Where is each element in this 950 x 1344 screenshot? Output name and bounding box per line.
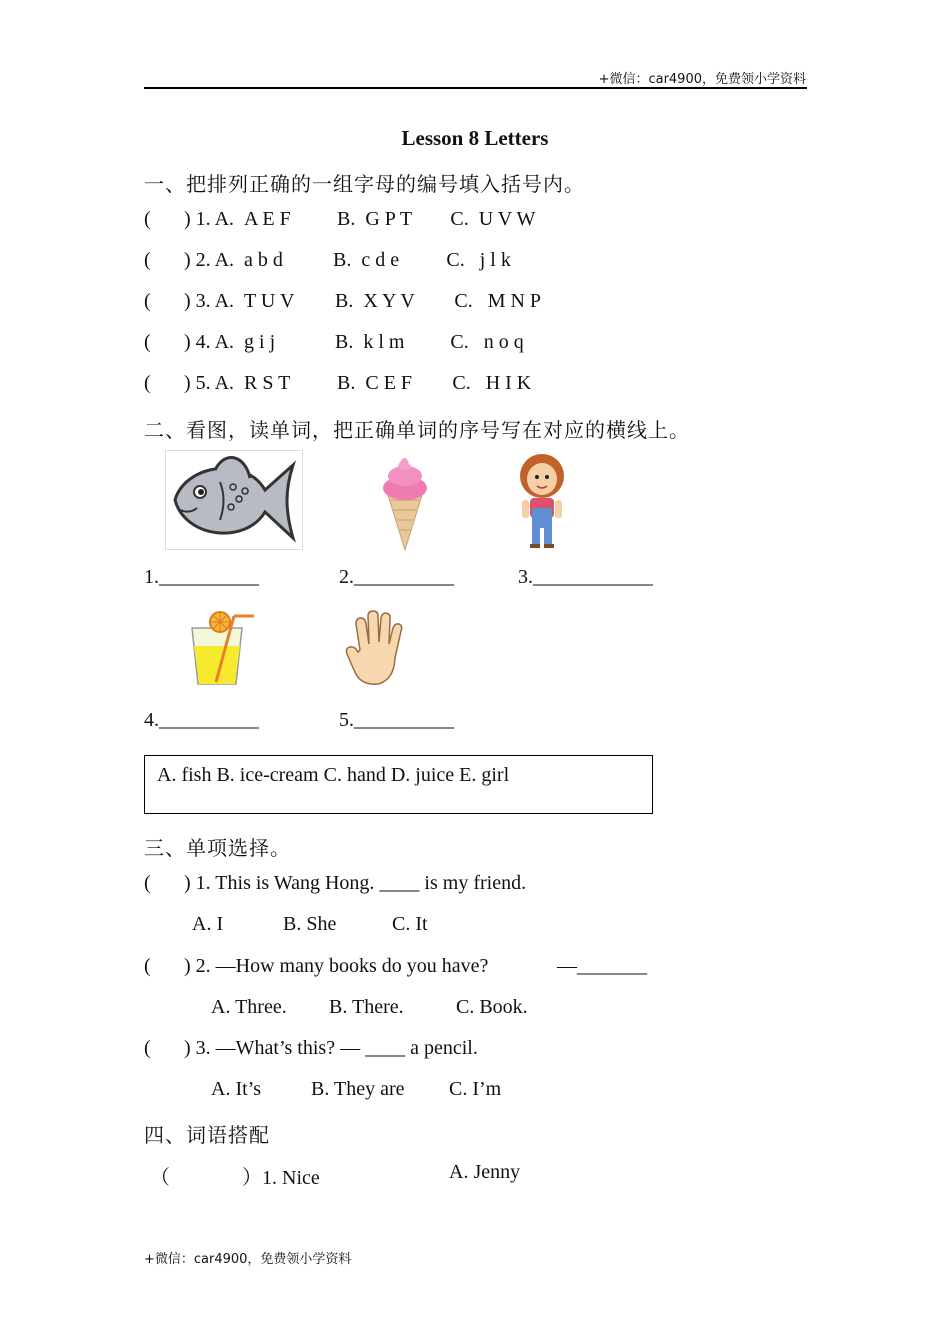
s3-question-3: ( ) 3. —What’s this? — ____ a pencil. <box>144 1037 478 1059</box>
girl-picture <box>512 452 572 550</box>
answer-paren[interactable]: ( <box>144 372 151 394</box>
option-b: C E F <box>365 372 413 394</box>
option-c: U V W <box>478 208 536 230</box>
option-b: k l m <box>363 331 405 353</box>
answer-paren[interactable]: ( <box>144 290 151 312</box>
s4-match-a: A. Jenny <box>449 1161 521 1183</box>
option-a: g i j <box>244 331 276 353</box>
s3-q2-options <box>211 996 528 1019</box>
blank-3[interactable]: 3.____________ <box>518 566 653 588</box>
option-b: B. They are <box>311 1078 405 1100</box>
option-a: a b d <box>244 249 283 271</box>
option-a: A. It’s <box>211 1078 261 1100</box>
option-c: C. It <box>392 913 428 935</box>
option-a: R S T <box>244 372 291 394</box>
word-box <box>144 755 653 814</box>
option-c: M N P <box>487 290 542 312</box>
option-b: B. She <box>283 913 337 935</box>
answer-paren[interactable]: ( <box>144 331 151 353</box>
hand-picture <box>344 610 410 688</box>
option-c: n o q <box>483 331 524 353</box>
blank-1[interactable]: 1.__________ <box>144 566 259 588</box>
option-a: A. Three. <box>211 996 287 1018</box>
lesson-title: Lesson 8 Letters <box>401 126 549 150</box>
option-c: j l k <box>479 249 511 271</box>
s3-q1-options <box>192 913 428 936</box>
option-c: C. Book. <box>456 996 528 1018</box>
s1-item-5: ( ) 5. A. R S T B. C E F C. H I K <box>144 372 532 394</box>
s4-row-1: （ ）1. Nice <box>150 1161 320 1190</box>
section1-heading: 一、把排列正确的一组字母的编号填入括号内。 <box>144 172 585 196</box>
section4-heading: 四、词语搭配 <box>144 1123 270 1147</box>
answer-paren[interactable]: ( <box>144 872 151 894</box>
option-c: C. I’m <box>449 1078 502 1100</box>
option-c: H I K <box>485 372 532 394</box>
answer-paren[interactable]: ( <box>144 249 151 271</box>
answer-paren[interactable]: ( <box>144 955 151 977</box>
fish-picture <box>165 450 303 550</box>
s3-question-1: ( ) 1. This is Wang Hong. ____ is my friend. <box>144 872 527 894</box>
answer-paren[interactable]: ( <box>144 208 151 230</box>
s1-item-4: ( ) 4. A. g i j B. k l m C. n o q <box>144 331 524 353</box>
option-b: X Y V <box>363 290 415 312</box>
answer-paren[interactable]: ( <box>144 1037 151 1059</box>
ice-cream-picture <box>375 452 435 552</box>
answer-paren[interactable]: （ <box>150 1167 170 1189</box>
word-box-text: A. fish B. ice-cream C. hand D. juice E. girl <box>157 764 510 786</box>
option-b: B. There. <box>329 996 404 1018</box>
s3-q3-options <box>211 1078 501 1101</box>
section2-heading: 二、看图，读单词，把正确单词的序号写在对应的横线上。 <box>144 418 690 442</box>
blank-5[interactable]: 5.__________ <box>339 709 454 731</box>
option-b: G P T <box>365 208 413 230</box>
s3-q2-answer-blank[interactable]: —_______ <box>557 955 647 977</box>
blank-4[interactable]: 4.__________ <box>144 709 259 731</box>
juice-picture <box>186 606 258 688</box>
section3-heading: 三、单项选择。 <box>144 836 291 860</box>
option-a: A. I <box>192 913 224 935</box>
header-rule <box>144 87 807 89</box>
s1-item-1: ( ) 1. A. A E F B. G P T C. U V W <box>144 208 536 230</box>
option-a: T U V <box>244 290 295 312</box>
option-b: c d e <box>361 249 400 271</box>
header-watermark: +微信：car4900，免费领小学资料 <box>598 72 806 87</box>
s3-question-2: ( ) 2. —How many books do you have? <box>144 955 489 977</box>
s1-item-3: ( ) 3. A. T U V B. X Y V C. M N P <box>144 290 542 312</box>
option-a: A E F <box>244 208 291 230</box>
footer-watermark: +微信：car4900，免费领小学资料 <box>144 1252 352 1267</box>
blank-2[interactable]: 2.__________ <box>339 566 454 588</box>
s1-item-2: ( ) 2. A. a b d B. c d e C. j l k <box>144 249 511 271</box>
